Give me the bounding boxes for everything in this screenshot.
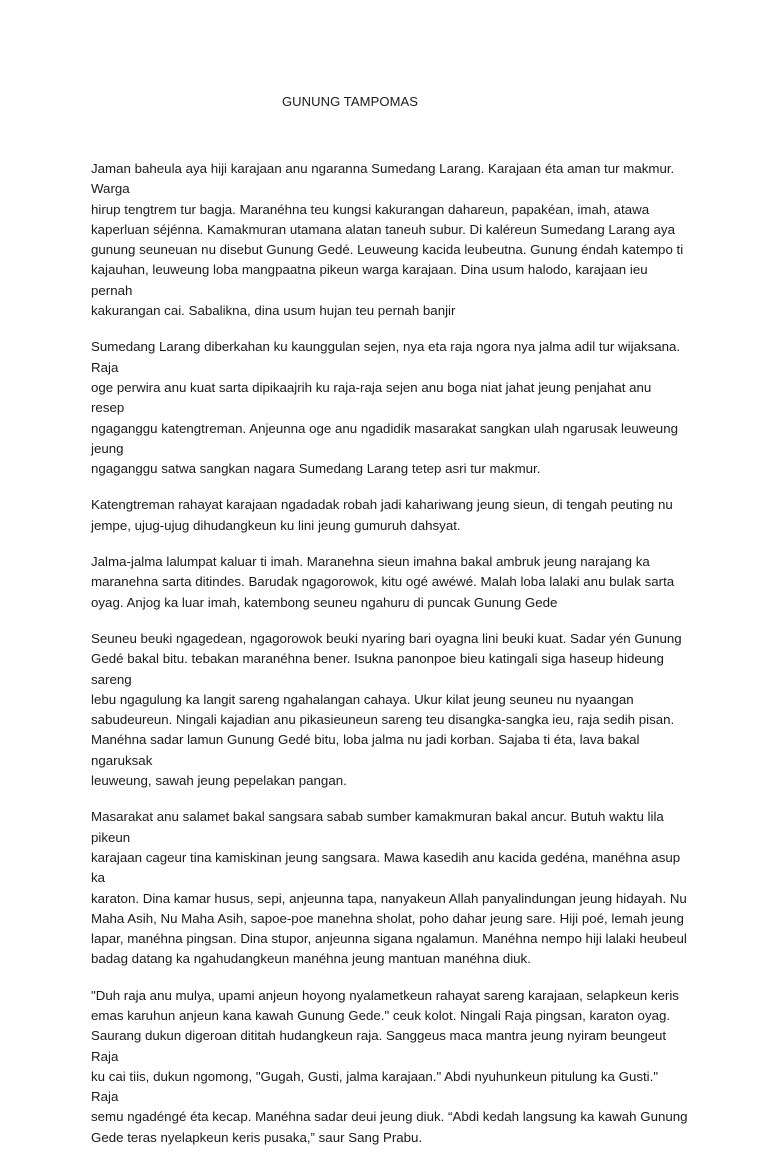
paragraph-6: Masarakat anu salamet bakal sangsara sabab sumber kamakmuran bakal ancur. Butuh waktu lila pikeun karajaan cageur tina kamiskinan jeung sangsara. Mawa kasedih anu kacida gedéna, manéhna asup ka karaton. Dina kamar husus, sepi, anjeunna tapa, nanyakeun Allah panyalindungan jeung hidayah. Nu Maha Asih, Nu Maha Asih, sapoe-poe manehna sholat, poho dahar jeung sare. Hiji poé, lemah jeung lapar, manéhna pingsan. Dina stupor, anjeunna sigana ngalamun. Manéhna nempo hiji lalaki heubeul badag datang ka ngahudangkeun manéhna jeung mantuan manéhna diuk. (91, 809, 687, 967)
paragraph-5: Seuneu beuki ngagedean, ngagorowok beuki nyaring bari oyagna lini beuki kuat. Sadar yén Gunung Gedé bakal bitu. tebakan maranéhna bener. Isukna panonpoe bieu katingali siga haseup hideung sareng lebu ngagulung ka langit sareng ngahalangan cahaya. Ukur kilat jeung seuneu nu nyaangan sabudeureun. Ningali kajadian anu pikasieuneun sareng teu disangka-sangka ieu, raja sedih pisan. Manéhna sadar lamun Gunung Gedé bitu, loba jalma nu jadi korban. Sajaba ti éta, lava bakal ngaruksak leuweung, sawah jeung pepelakan pangan. (91, 630, 682, 789)
paragraph-3: Katengtreman rahayat karajaan ngadadak robah jadi kahariwang jeung sieun, di tengah peuting nu jempe, ujug-ujug dihudangkeun ku lini jeung gumuruh dahsyat. (91, 497, 673, 533)
paragraph-1: Jaman baheula aya hiji karajaan anu ngaranna Sumedang Larang. Karajaan éta aman tur makmur. Warga hirup tengtrem tur bagja. Maranéhna teu kungsi kakurangan dahareun, papakéan, imah, atawa kaperluan séjénna. Kamakmuran utamana alatan taneuh subur. Di kaléreun Sumedang Larang aya gunung seuneuan nu disebut Gunung Gedé. Leuweung kacida leubeutna. Gunung éndah katempo ti kajauhan, leuweung loba mangpaatna pikeun warga karajaan. Dina usum halodo, karajaan ieu pernah kakurangan cai. Sabalikna, dina usum hujan teu pernah banjir (91, 161, 684, 319)
document-body (91, 159, 688, 1164)
paragraph-7: "Duh raja anu mulya, upami anjeun hoyong nyalametkeun rahayat sareng karajaan, selapkeun keris emas karuhun anjeun kana kawah Gunung Gede." ceuk kolot. Ningali Raja pingsan, karaton oyag. Saurang dukun digeroan dititah hudangkeun raja. Sanggeus maca mantra jeung nyiram beungeut Raja ku cai tiis, dukun ngomong, "Gugah, Gusti, jalma karajaan." Abdi nyuhunkeun pitulung ka Gusti." Raja semu ngadéngé éta kecap. Manéhna sadar deui jeung diuk. “Abdi kedah langsung ka kawah Gunung Gede teras nyelapkeun keris pusaka,” saur Sang Prabu. (91, 987, 688, 1145)
paragraph-2: Sumedang Larang diberkahan ku kaunggulan sejen, nya eta raja ngora nya jalma adil tur wijaksana. Raja oge perwira anu kuat sarta dipikaajrih ku raja-raja sejen anu boga niat jahat jeung penjahat anu resep ngaganggu katengtreman. Anjeunna oge anu ngadidik masarakat sangkan ulah ngarusak leuweung jeung ngaganggu satwa sangkan nagara Sumedang Larang tetep asri tur makmur. (91, 339, 681, 477)
paragraph-4: Jalma-jalma lalumpat kaluar ti imah. Maranehna sieun imahna bakal ambruk jeung narajang ka maranehna sarta ditindes. Barudak ngagorowok, kitu ogé awéwé. Malah loba lalaki anu bulak sarta oyag. Anjog ka luar imah, katembong seuneu ngahuru di puncak Gunung Gede (91, 554, 675, 610)
document-title: GUNUNG TAMPOMAS (281, 94, 419, 109)
